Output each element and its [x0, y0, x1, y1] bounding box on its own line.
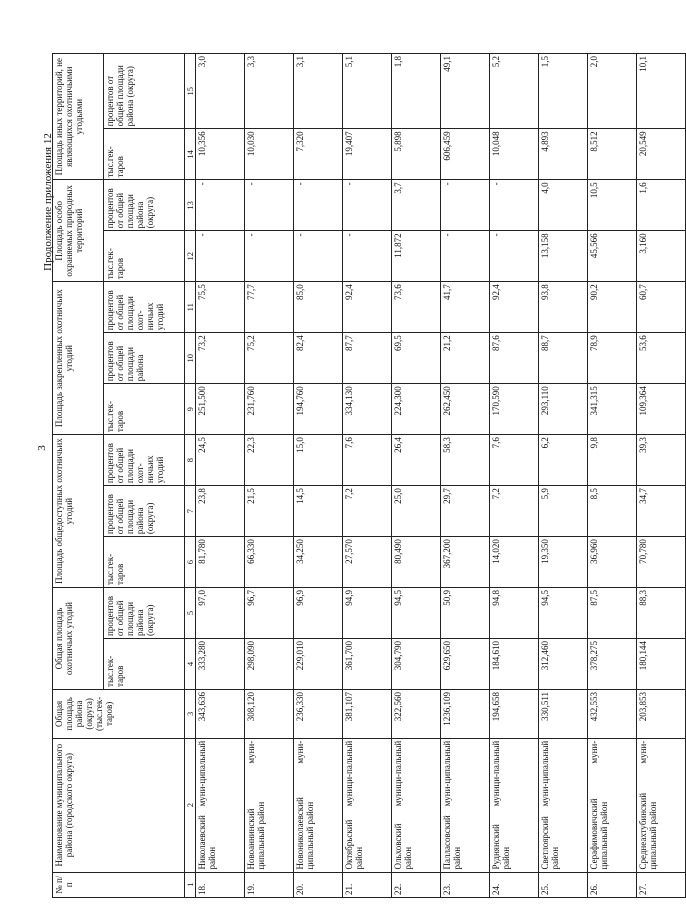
- protected-area-pct: 4,0: [539, 180, 588, 231]
- protected-area-ths: 45,566: [588, 231, 637, 282]
- protected-area-ths: -: [245, 231, 294, 282]
- assigned-area-ths: 293,110: [539, 384, 588, 435]
- other-area-pct: 3,1: [294, 54, 343, 129]
- hunting-area-pct: 88,3: [637, 588, 686, 639]
- assigned-area-pct-hunting: 90,2: [588, 282, 637, 333]
- header-col-n: № п/п: [53, 872, 185, 897]
- district-name-text: Руднянский муници-пальный район: [491, 740, 511, 870]
- assigned-area-ths: 334,130: [343, 384, 392, 435]
- assigned-area-pct-district: 21,2: [441, 333, 490, 384]
- protected-area-ths: -: [490, 231, 539, 282]
- assigned-area-pct-district: 69,5: [392, 333, 441, 384]
- district-name-text: Серафимовичский муни-ципальный район: [589, 740, 609, 870]
- district-name: [637, 738, 686, 872]
- district-name-text: Светлоярский муни-ципальный район: [540, 740, 560, 870]
- hunting-area-pct: 87,5: [588, 588, 637, 639]
- header-row-groups: [53, 54, 104, 898]
- statistics-table: [52, 53, 686, 898]
- protected-area-pct: 10,5: [588, 180, 637, 231]
- public-area-pct-district: 34,7: [637, 486, 686, 537]
- header-sub-pct-hunt: процентов от общей площади охот-ничьих угодий: [104, 282, 185, 333]
- row-number: 26.: [588, 872, 637, 897]
- table-row: [392, 54, 441, 898]
- district-name: [588, 738, 637, 872]
- header-sub-ths: тыс.гек-таров: [104, 231, 185, 282]
- col-number: 4: [185, 639, 196, 690]
- district-name-text: Николаевский муни-ципальный район: [197, 740, 217, 870]
- assigned-area-pct-district: 73,2: [196, 333, 245, 384]
- hunting-area-ths: 312,460: [539, 639, 588, 690]
- total-area: 203,853: [637, 689, 686, 738]
- table-row: [196, 54, 245, 898]
- protected-area-pct: -: [343, 180, 392, 231]
- public-area-ths: 80,490: [392, 537, 441, 588]
- public-area-pct-district: 14,5: [294, 486, 343, 537]
- col-number: 9: [185, 384, 196, 435]
- col-number: 7: [185, 486, 196, 537]
- public-area-pct-hunting: 15,0: [294, 435, 343, 486]
- assigned-area-ths: 170,590: [490, 384, 539, 435]
- hunting-area-ths: 333,280: [196, 639, 245, 690]
- header-row-numbers: [185, 54, 196, 898]
- col-number: 1: [185, 872, 196, 897]
- assigned-area-pct-district: 75,2: [245, 333, 294, 384]
- protected-area-pct: 3,7: [392, 180, 441, 231]
- assigned-area-pct-hunting: 85,0: [294, 282, 343, 333]
- header-sub-pct-area: процентов от общей площади района (округа): [104, 486, 185, 537]
- other-area-ths: 606,459: [441, 129, 490, 180]
- assigned-area-pct-district: 87,7: [343, 333, 392, 384]
- total-area: 308,120: [245, 689, 294, 738]
- hunting-area-ths: 180,144: [637, 639, 686, 690]
- public-area-pct-district: 25,0: [392, 486, 441, 537]
- header-sub-ths: тыс.гек-таров: [104, 537, 185, 588]
- district-name-text: Среднеахтубинский муни-ципальный район: [638, 740, 658, 870]
- col-number: 15: [185, 54, 196, 129]
- total-area: 236,330: [294, 689, 343, 738]
- hunting-area-pct: 96,9: [294, 588, 343, 639]
- public-area-ths: 70,780: [637, 537, 686, 588]
- total-area: 1236,109: [441, 689, 490, 738]
- hunting-area-ths: 304,790: [392, 639, 441, 690]
- district-name-text: Новониколаевский муни-ципальный район: [295, 740, 315, 870]
- table-row: [294, 54, 343, 898]
- row-number: 24.: [490, 872, 539, 897]
- hunting-area-ths: 184,610: [490, 639, 539, 690]
- table-row: [637, 54, 686, 898]
- assigned-area-pct-district: 53,6: [637, 333, 686, 384]
- district-name-text: Октябрьский муници-пальный район: [344, 740, 364, 870]
- district-name: [294, 738, 343, 872]
- public-area-pct-hunting: 26,4: [392, 435, 441, 486]
- hunting-area-pct: 50,9: [441, 588, 490, 639]
- district-name: [441, 738, 490, 872]
- hunting-area-pct: 94,9: [343, 588, 392, 639]
- header-sub-pct-hunt: процентов от общей площади охот-ничьих угодий: [104, 435, 185, 486]
- assigned-area-pct-hunting: 60,7: [637, 282, 686, 333]
- public-area-pct-district: 7,2: [490, 486, 539, 537]
- other-area-pct: 5,2: [490, 54, 539, 129]
- row-number: 27.: [637, 872, 686, 897]
- hunting-area-pct: 96,7: [245, 588, 294, 639]
- district-name-text: Палласовский муни-ципальный район: [442, 740, 462, 870]
- protected-area-pct: -: [490, 180, 539, 231]
- table-row: [490, 54, 539, 898]
- protected-area-pct: -: [196, 180, 245, 231]
- header-group-public: Площадь общедоступных охотничьих угодий: [53, 435, 104, 588]
- public-area-pct-hunting: 39,3: [637, 435, 686, 486]
- public-area-ths: 367,200: [441, 537, 490, 588]
- public-area-ths: 36,960: [588, 537, 637, 588]
- other-area-pct: 49,1: [441, 54, 490, 129]
- total-area: 322,560: [392, 689, 441, 738]
- other-area-pct: 3,0: [196, 54, 245, 129]
- header-col-total: Общая площадь района (округа) (тыс.гек-таров): [53, 689, 185, 738]
- row-number: 19.: [245, 872, 294, 897]
- other-area-pct: 3,3: [245, 54, 294, 129]
- assigned-area-pct-hunting: 92,4: [343, 282, 392, 333]
- assigned-area-pct-hunting: 93,8: [539, 282, 588, 333]
- public-area-pct-hunting: 9,8: [588, 435, 637, 486]
- rotated-table-wrap: [52, 53, 658, 898]
- protected-area-ths: -: [441, 231, 490, 282]
- other-area-pct: 5,1: [343, 54, 392, 129]
- protected-area-ths: 13,158: [539, 231, 588, 282]
- assigned-area-ths: 231,760: [245, 384, 294, 435]
- district-name: [392, 738, 441, 872]
- col-number: 3: [185, 689, 196, 738]
- row-number: 23.: [441, 872, 490, 897]
- row-number: 22.: [392, 872, 441, 897]
- table-row: [343, 54, 392, 898]
- header-group-assigned: Площадь закрепленных охотничьих угодий: [53, 282, 104, 435]
- public-area-pct-hunting: 7,6: [343, 435, 392, 486]
- other-area-ths: 8,512: [588, 129, 637, 180]
- other-area-ths: 10,048: [490, 129, 539, 180]
- district-name: [539, 738, 588, 872]
- protected-area-ths: -: [196, 231, 245, 282]
- total-area: 194,658: [490, 689, 539, 738]
- appendix-title: Продолжение приложения 12: [42, 133, 54, 271]
- public-area-ths: 66,330: [245, 537, 294, 588]
- assigned-area-pct-hunting: 73,6: [392, 282, 441, 333]
- district-name-text: Ольховский муници-пальный район: [393, 740, 413, 870]
- header-group-other: Площадь иных территорий, не являющихся охотничьими угодьями: [53, 54, 104, 180]
- col-number: 12: [185, 231, 196, 282]
- row-number: 20.: [294, 872, 343, 897]
- other-area-ths: 10,030: [245, 129, 294, 180]
- public-area-pct-hunting: 58,3: [441, 435, 490, 486]
- protected-area-ths: -: [294, 231, 343, 282]
- col-number: 13: [185, 180, 196, 231]
- public-area-ths: 19,350: [539, 537, 588, 588]
- hunting-area-ths: 229,010: [294, 639, 343, 690]
- hunting-area-pct: 94,5: [539, 588, 588, 639]
- row-number: 25.: [539, 872, 588, 897]
- hunting-area-ths: 378,275: [588, 639, 637, 690]
- public-area-ths: 27,570: [343, 537, 392, 588]
- table-row: [245, 54, 294, 898]
- col-number: 10: [185, 333, 196, 384]
- header-sub-pct-area: процентов от общей площади района: [104, 333, 185, 384]
- public-area-pct-district: 23,8: [196, 486, 245, 537]
- header-group-hunting: Общая площадь охотничьих угодий: [53, 588, 104, 690]
- protected-area-ths: 3,160: [637, 231, 686, 282]
- protected-area-ths: -: [343, 231, 392, 282]
- district-name-text: Новоаннинский муни-ципальный район: [246, 740, 266, 870]
- other-area-pct: 2,0: [588, 54, 637, 129]
- public-area-ths: 34,250: [294, 537, 343, 588]
- public-area-pct-hunting: 24,5: [196, 435, 245, 486]
- public-area-pct-district: 5,9: [539, 486, 588, 537]
- assigned-area-ths: 262,450: [441, 384, 490, 435]
- assigned-area-pct-hunting: 92,4: [490, 282, 539, 333]
- protected-area-pct: -: [294, 180, 343, 231]
- protected-area-ths: 11,872: [392, 231, 441, 282]
- table-row: [588, 54, 637, 898]
- public-area-pct-district: 8,5: [588, 486, 637, 537]
- col-number: 8: [185, 435, 196, 486]
- public-area-pct-hunting: 7,6: [490, 435, 539, 486]
- total-area: 432,553: [588, 689, 637, 738]
- hunting-area-pct: 94,8: [490, 588, 539, 639]
- public-area-pct-hunting: 6,2: [539, 435, 588, 486]
- header-sub-ths: тыс.гек-таров: [104, 384, 185, 435]
- page-number: 3: [36, 445, 48, 451]
- other-area-ths: 4,893: [539, 129, 588, 180]
- col-number: 6: [185, 537, 196, 588]
- other-area-ths: 10,356: [196, 129, 245, 180]
- total-area: 343,636: [196, 689, 245, 738]
- public-area-pct-district: 29,7: [441, 486, 490, 537]
- hunting-area-ths: 361,700: [343, 639, 392, 690]
- other-area-ths: 19,407: [343, 129, 392, 180]
- protected-area-pct: -: [245, 180, 294, 231]
- col-number: 5: [185, 588, 196, 639]
- public-area-ths: 81,780: [196, 537, 245, 588]
- assigned-area-ths: 341,315: [588, 384, 637, 435]
- district-name: [196, 738, 245, 872]
- public-area-pct-district: 21,5: [245, 486, 294, 537]
- row-number: 18.: [196, 872, 245, 897]
- col-number: 11: [185, 282, 196, 333]
- col-number: 14: [185, 129, 196, 180]
- row-number: 21.: [343, 872, 392, 897]
- header-sub-pct-area: процентов от общей площади района (округа): [104, 180, 185, 231]
- assigned-area-pct-district: 82,4: [294, 333, 343, 384]
- assigned-area-pct-district: 87,6: [490, 333, 539, 384]
- assigned-area-pct-district: 88,7: [539, 333, 588, 384]
- district-name: [490, 738, 539, 872]
- assigned-area-pct-hunting: 77,7: [245, 282, 294, 333]
- assigned-area-ths: 109,364: [637, 384, 686, 435]
- assigned-area-pct-hunting: 75,5: [196, 282, 245, 333]
- other-area-ths: 5,898: [392, 129, 441, 180]
- header-group-protected: Площадь особо охраняемых природных территорий: [53, 180, 104, 282]
- assigned-area-ths: 251,500: [196, 384, 245, 435]
- assigned-area-pct-district: 78,9: [588, 333, 637, 384]
- hunting-area-pct: 97,0: [196, 588, 245, 639]
- header-sub-ths: тыс.гек-таров: [104, 129, 185, 180]
- assigned-area-ths: 194,760: [294, 384, 343, 435]
- assigned-area-pct-hunting: 41,7: [441, 282, 490, 333]
- public-area-pct-hunting: 22,3: [245, 435, 294, 486]
- protected-area-pct: -: [441, 180, 490, 231]
- hunting-area-pct: 94,5: [392, 588, 441, 639]
- table-row: [539, 54, 588, 898]
- header-sub-pct-area: процентов от общей площади района (округа): [104, 588, 185, 639]
- total-area: 381,107: [343, 689, 392, 738]
- public-area-pct-district: 7,2: [343, 486, 392, 537]
- other-area-pct: 1,8: [392, 54, 441, 129]
- hunting-area-ths: 298,090: [245, 639, 294, 690]
- public-area-ths: 14,020: [490, 537, 539, 588]
- header-sub-pct-area: процентов от общей площади района (округа): [104, 54, 185, 129]
- col-number: 2: [185, 738, 196, 872]
- other-area-pct: 1,5: [539, 54, 588, 129]
- other-area-ths: 20,549: [637, 129, 686, 180]
- protected-area-pct: 1,6: [637, 180, 686, 231]
- other-area-ths: 7,320: [294, 129, 343, 180]
- header-col-name: Наименование муниципального района (городского округа): [53, 738, 185, 872]
- table-row: [441, 54, 490, 898]
- district-name: [343, 738, 392, 872]
- other-area-pct: 10,1: [637, 54, 686, 129]
- total-area: 330,511: [539, 689, 588, 738]
- table-body: [196, 54, 686, 898]
- assigned-area-ths: 224,300: [392, 384, 441, 435]
- hunting-area-ths: 629,650: [441, 639, 490, 690]
- header-sub-ths: тыс.гек-таров: [104, 639, 185, 690]
- district-name: [245, 738, 294, 872]
